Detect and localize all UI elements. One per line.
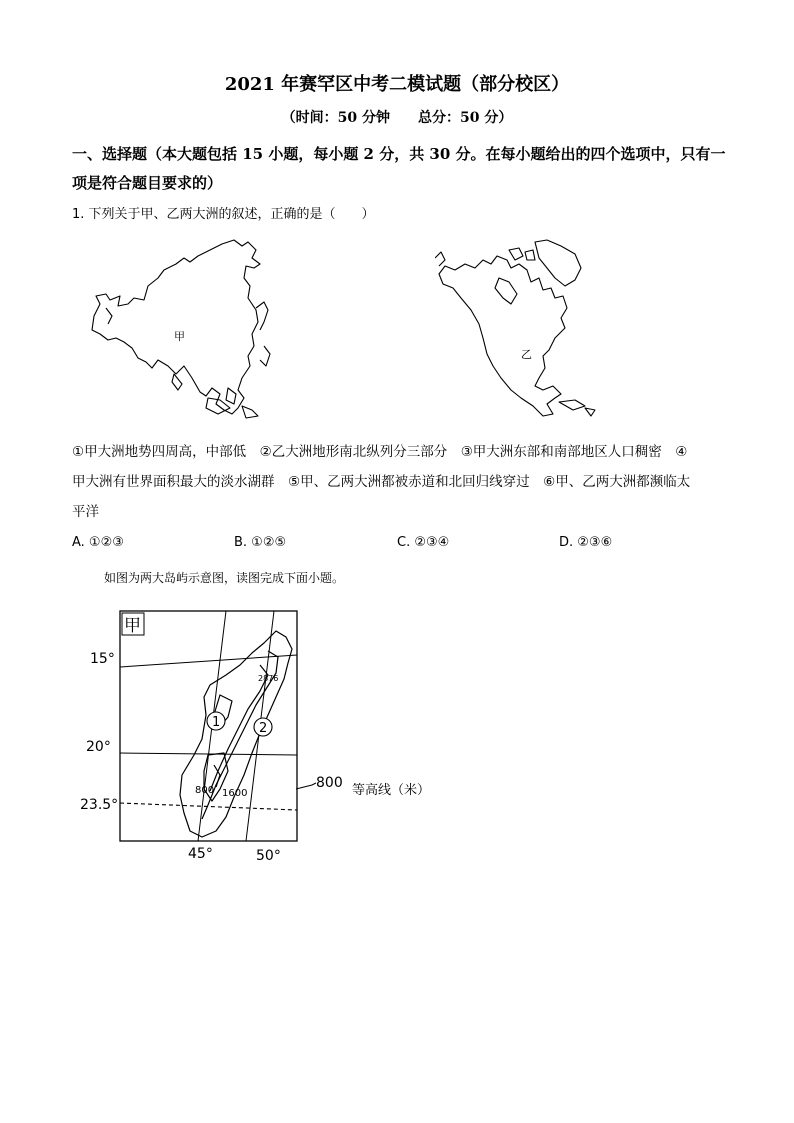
longitude-50-label: 50° <box>256 848 281 864</box>
marker-1: 1 <box>212 715 221 730</box>
marker-2: 2 <box>259 721 268 736</box>
option-c: C. ②③④ <box>397 535 450 550</box>
exam-total-score: 总分：50 分） <box>418 110 513 126</box>
section-heading: 一、选择题（本大题包括 15 小题，每小题 2 分，共 30 分。在每小题给出的四个选项中，只有一项是符合题目要求的） <box>72 145 726 192</box>
map-asia-label: 甲 <box>174 330 185 343</box>
contour-1600-label: 1600 <box>222 788 248 799</box>
peak-elevation: 2876 <box>258 674 279 683</box>
map-north-america-label: 乙 <box>521 348 532 361</box>
legend-pointer <box>296 783 316 789</box>
longitude-45-label: 45° <box>188 846 213 862</box>
map-north-america <box>435 238 603 420</box>
statements-line-2: 甲大洲有世界面积最大的淡水湖群 ⑤甲、乙两大洲都被赤道和北回归线穿过 ⑥甲、乙两大洲都濒临太 <box>72 474 691 490</box>
latitude-15-label: 15° <box>90 651 115 667</box>
option-b: B. ①②⑤ <box>234 535 287 550</box>
option-a: A. ①②③ <box>72 535 124 550</box>
island-map-intro: 如图为两大岛屿示意图，读图完成下面小题。 <box>104 571 345 585</box>
latitude-20-label: 20° <box>86 739 111 755</box>
exam-info <box>0 107 794 127</box>
island-map <box>80 605 450 867</box>
legend-contour-value: 800 <box>316 775 343 791</box>
contour-800-label: 800 <box>195 785 215 796</box>
map-asia <box>88 238 273 420</box>
page-title: 2021 年赛罕区中考二模试题（部分校区） <box>224 74 570 95</box>
option-d: D. ②③⑥ <box>559 535 613 550</box>
legend-contour-text: 等高线（米） <box>352 783 431 798</box>
latitude-23-5-label: 23.5° <box>80 797 119 813</box>
question-1-stem: 1. 下列关于甲、乙两大洲的叙述，正确的是（ ） <box>72 207 375 222</box>
statements-line-1: ①甲大洲地势四周高，中部低 ②乙大洲地形南北纵列分三部分 ③甲大洲东部和南部地区人口稠密 ④ <box>72 444 688 460</box>
statements-line-3: 平洋 <box>72 504 99 520</box>
exam-time: （时间：50 分钟 <box>281 110 390 126</box>
island-map-corner-label: 甲 <box>124 616 141 636</box>
